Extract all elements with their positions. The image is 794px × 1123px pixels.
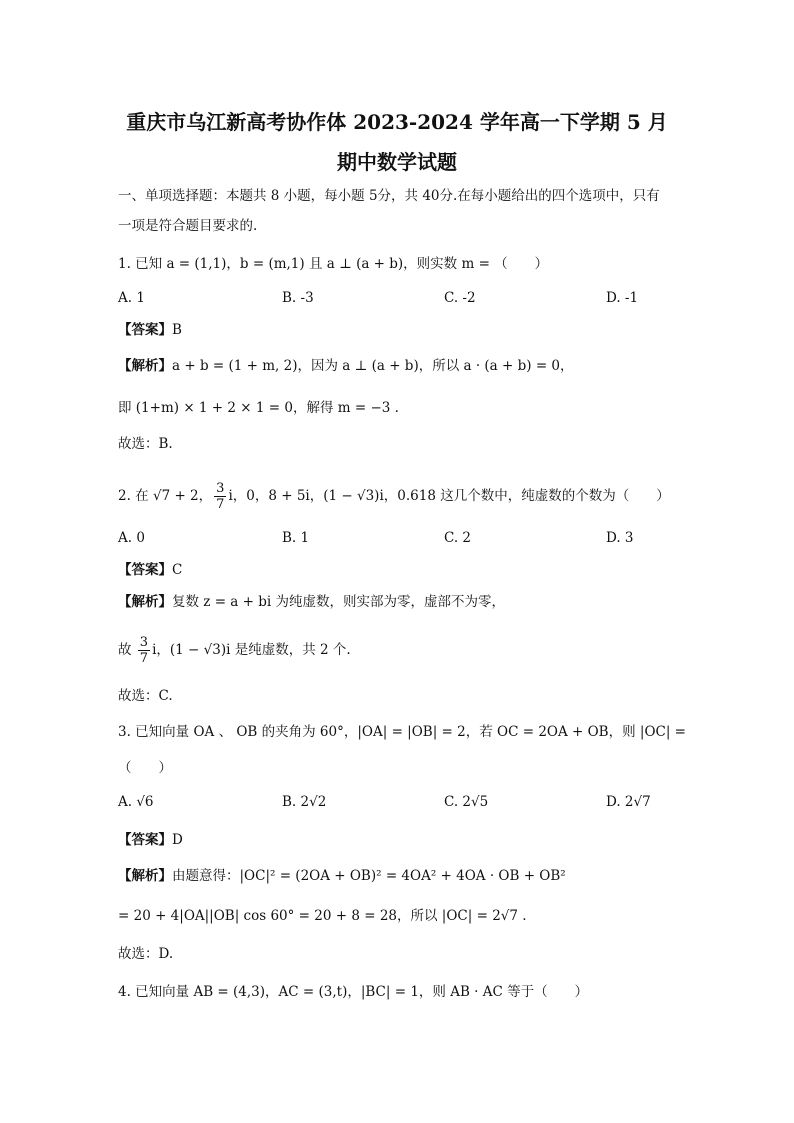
analysis-label: 【解析】 [118, 594, 172, 610]
analysis-label: 【解析】 [118, 868, 172, 884]
q2-analysis-frac-num: 3 [139, 635, 149, 650]
answer-label: 【答案】 [118, 832, 172, 848]
q2-answer [118, 560, 182, 580]
answer-label: 【答案】 [118, 322, 172, 338]
q1-text: 1. 已知 a = (1,1)，b = (m,1) 且 a ⊥ (a + b)，则实数 m = （ ） [118, 256, 549, 272]
q2-choose [118, 686, 173, 706]
q1-option-a: A. 1 [118, 290, 145, 306]
q3-option-d: D. 2√7 [606, 794, 651, 810]
q3-choose [118, 944, 173, 964]
q3-choose-value: D. [158, 946, 174, 962]
section-instructions-2: 一项是符合题目要求的. [118, 218, 258, 234]
analysis-label: 【解析】 [118, 358, 172, 374]
q1-option-d: D. -1 [606, 290, 639, 306]
q2-text-b: √7 + 2， [152, 488, 213, 504]
q2-answer-value: C [172, 562, 183, 578]
q2-analysis-2 [118, 632, 351, 668]
q2-option-a: A. 0 [118, 530, 145, 546]
q2-option-d: D. 3 [606, 530, 634, 546]
q3-analysis-2: = 20 + 4|OA||OB| cos 60° = 20 + 8 = 28，所以 |OC| = 2√7 . [118, 908, 527, 924]
title-line-1: 重庆市乌江新高考协作体 2023-2024 学年高一下学期 5 月 [126, 110, 668, 134]
q3-answer-value: D [172, 832, 183, 848]
q2-choose-value: C. [158, 688, 173, 704]
answer-label: 【答案】 [118, 562, 172, 578]
choose-label: 故选： [118, 946, 159, 962]
q3-analysis-1-text: 由题意得：|OC|² = (2OA + OB)² = 4OA² + 4OA · OB + OB² [172, 868, 566, 884]
choose-label: 故选： [118, 436, 159, 452]
q2-option-c: C. 2 [444, 530, 472, 546]
section-instructions-1: 一、单项选择题：本题共 8 小题，每小题 5分，共 40分.在每小题给出的四个选项中，只有 [118, 188, 660, 204]
q2-analysis-2-b: i，(1 − √3)i 是纯虚数，共 2 个. [152, 642, 351, 658]
title-line-2: 期中数学试题 [337, 150, 457, 174]
q3-option-c: C. 2√5 [444, 794, 489, 810]
q2-text-c: i，0，8 + 5i，(1 − √3)i，0.618 这几个数中，纯虚数的个数为（ ） [228, 488, 670, 504]
q2-frac-num: 3 [216, 481, 225, 496]
q1-analysis-1 [118, 356, 574, 376]
q3-analysis-1 [118, 866, 566, 886]
q1-analysis-2: 即 (1+m) × 1 + 2 × 1 = 0，解得 m = −3 . [118, 400, 399, 416]
q2-analysis-2-a: 故 [118, 642, 136, 658]
q2-text-a: 2. 在 [118, 488, 153, 504]
q2-fraction [214, 481, 226, 512]
q4-text: 4. 已知向量 AB = (4,3)，AC = (3,t)，|BC| = 1，则 AB · AC 等于（ ） [118, 984, 589, 1000]
q1-analysis-1-text: a + b = (1 + m, 2)，因为 a ⊥ (a + b)，所以 a · (a + b) = 0， [172, 358, 574, 374]
q1-choose-value: B. [158, 436, 173, 452]
q1-option-b: B. -3 [282, 290, 314, 306]
q2-analysis-1 [118, 592, 505, 612]
q3-option-b: B. 2√2 [282, 794, 327, 810]
q3-answer [118, 830, 183, 850]
q1-option-c: C. -2 [444, 290, 476, 306]
q3-text: 3. 已知向量 OA 、 OB 的夹角为 60°，|OA| = |OB| = 2，若 OC = 2OA + OB，则 |OC| = [118, 724, 686, 740]
q2-analysis-1-text: 复数 z = a + bi 为纯虚数，则实部为零，虚部不为零， [172, 594, 505, 610]
q2-text [118, 478, 670, 514]
q1-answer [118, 320, 182, 340]
q3-text-2: （ ） [118, 760, 172, 776]
q2-frac-den: 7 [216, 497, 225, 512]
q2-analysis-fraction [138, 635, 150, 666]
q2-option-b: B. 1 [282, 530, 310, 546]
choose-label: 故选： [118, 688, 159, 704]
q3-option-a: A. √6 [118, 794, 154, 810]
q1-answer-value: B [172, 322, 182, 338]
q1-choose [118, 434, 173, 454]
q2-analysis-frac-den: 7 [139, 651, 149, 666]
